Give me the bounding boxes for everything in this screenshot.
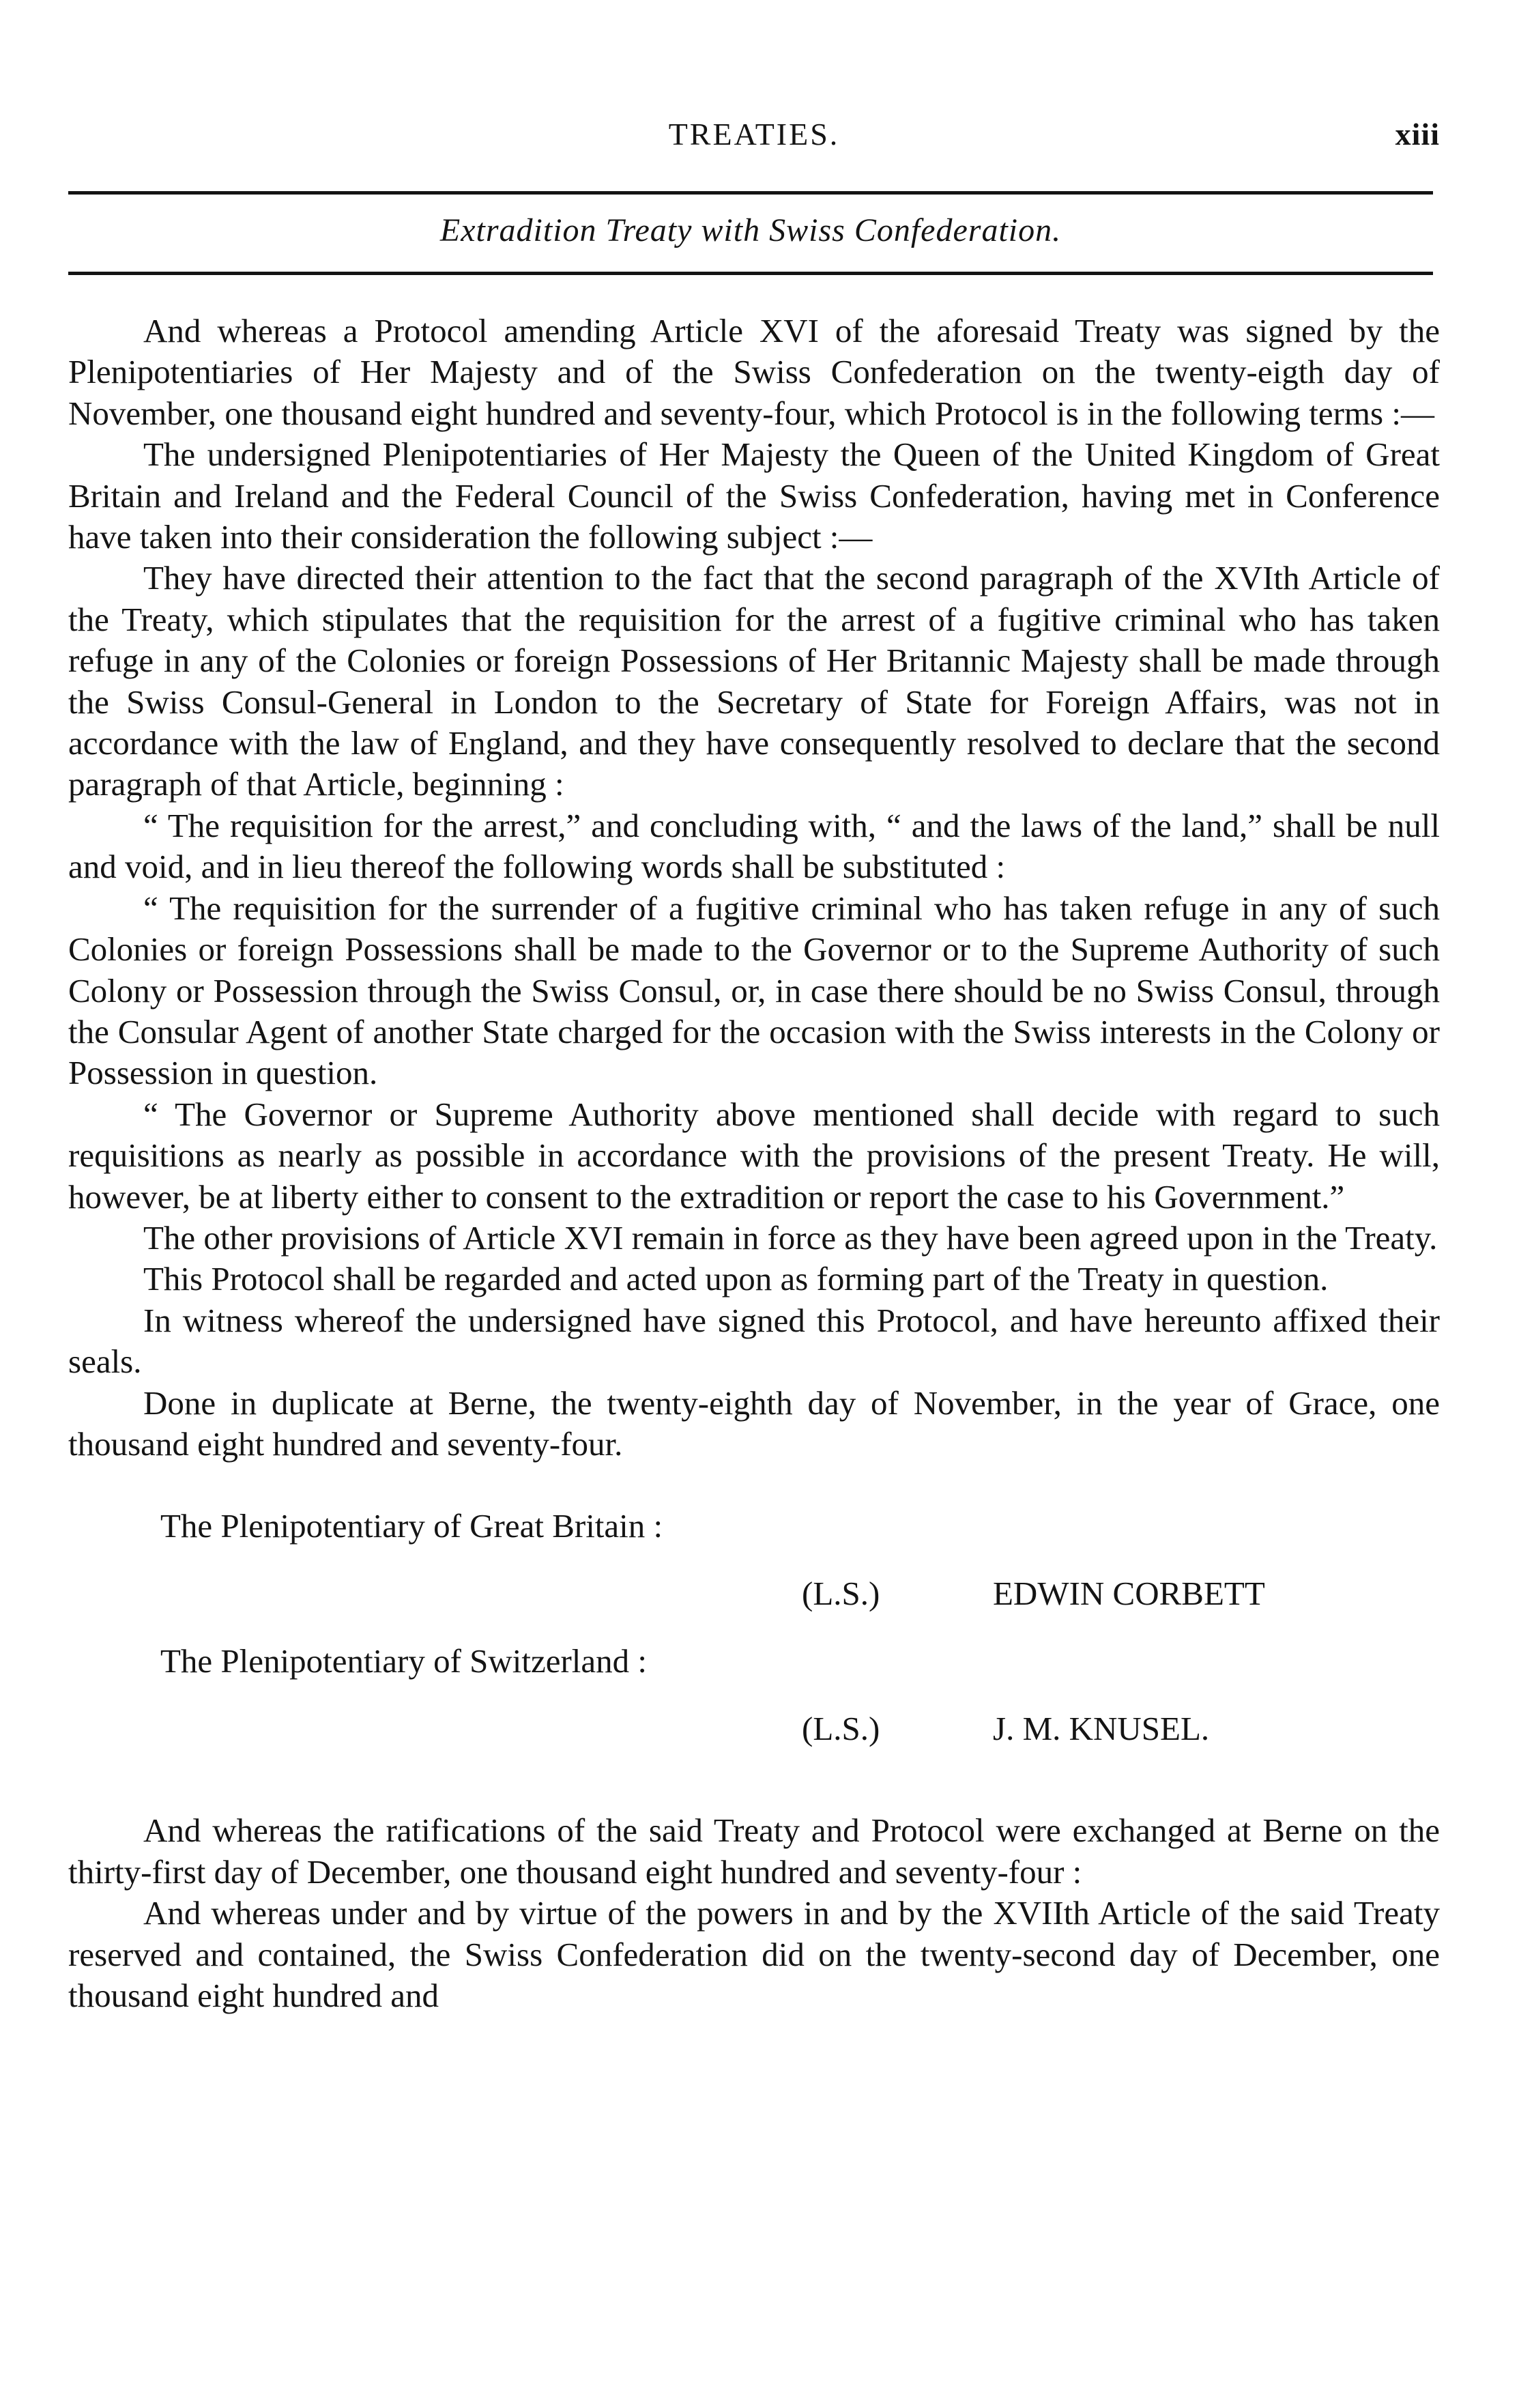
seal-mark-great-britain: (L.S.) [802, 1575, 880, 1613]
paragraph-undersigned: The undersigned Plenipotentiaries of Her Majesty the Queen of the United Kingdom of Great Britain and Ireland and the Federal Council of the Swiss Confederation, having met in Conference have taken into their consideration the following subject :— [68, 435, 1440, 556]
running-head [68, 109, 1440, 164]
paragraph-requisition-surrender: “ The requisition for the surrender of a fugitive criminal who has taken refuge in any of such Colonies or foreign Possessions shall be made to the Governor or to the Supreme Authority of such Colony or Possession through the Swiss Consul, or, in case there should be no Swiss Consul, through the Consular Agent of another State charged for the occasion with the Swiss interests in the Colony or Possession in question. [68, 889, 1440, 1092]
running-title: TREATIES. [668, 117, 840, 152]
signatory-name-switzerland: J. M. KNUSEL. [993, 1710, 1210, 1748]
signature-block-great-britain [68, 1492, 1440, 1560]
paragraph-directed-attention: They have directed their attention to the fact that the second paragraph of the XVIth Article of the Treaty, which stipulates that the requisition for the arrest of a fugitive criminal who has taken refuge in any of the Colonies or foreign Possessions of Her Britannic Majesty shall be made through the Swiss Consul-General in London to the Secretary of State for Foreign Affairs, was not in accordance with the law of England, and they have consequently resolved to declare that the second paragraph of that Article, beginning : [68, 559, 1440, 803]
signature-heading-great-britain: The Plenipotentiary of Great Britain : [160, 1507, 663, 1545]
signature-line-switzerland [68, 1695, 1440, 1762]
signature-heading-switzerland: The Plenipotentiary of Switzerland : [160, 1642, 648, 1680]
section-subtitle: Extradition Treaty with Swiss Confederation. [439, 212, 1062, 248]
page-number: xiii [1395, 117, 1440, 152]
paragraph-done-in-duplicate: Done in duplicate at Berne, the twenty-eighth day of November, in the year of Grace, one thousand eight hundred and seventy-four. [68, 1384, 1440, 1463]
body-text [68, 311, 1440, 2016]
top-rule [68, 191, 1433, 195]
paragraph-powers-article-xvii: And whereas under and by virtue of the powers in and by the XVIIth Article of the said Treaty reserved and contained, the Swiss Confederation did on the twenty-second day of December, one thousand eight hundred and [68, 1894, 1440, 2014]
spacer [68, 1762, 1440, 1810]
paragraph-null-and-void: “ The requisition for the arrest,” and concluding with, “ and the laws of the land,” shall be null and void, and in lieu thereof the following words shall be substituted : [68, 806, 1440, 886]
signature-line-great-britain [68, 1560, 1440, 1627]
seal-mark-switzerland: (L.S.) [802, 1710, 880, 1748]
paragraph-protocol-regarded: This Protocol shall be regarded and acted upon as forming part of the Treaty in question. [143, 1260, 1329, 1298]
paragraph-protocol-intro: And whereas a Protocol amending Article XVI of the aforesaid Treaty was signed by the Plenipotentiaries of Her Majesty and of the Swiss Confederation on the twenty-eigth day of November, one thousand eight hundred and seventy-four, which Protocol is in the following terms :— [68, 312, 1440, 432]
paragraph-ratifications: And whereas the ratifications of the said Treaty and Protocol were exchanged at Berne on the thirty-first day of December, one thousand eight hundred and seventy-four : [68, 1811, 1440, 1891]
signatory-name-great-britain: EDWIN CORBETT [993, 1575, 1265, 1613]
paragraph-witness: In witness whereof the undersigned have signed this Protocol, and have hereunto affixed their seals. [68, 1301, 1440, 1381]
signature-block-switzerland [68, 1627, 1440, 1695]
paragraph-other-provisions: The other provisions of Article XVI remain in force as they have been agreed upon in the Treaty. [143, 1218, 1438, 1257]
paragraph-governor-decide: “ The Governor or Supreme Authority above mentioned shall decide with regard to such requisitions as nearly as possible in accordance with the provisions of the present Treaty. He will, however, be at liberty either to consent to the extradition or report the case to his Government.” [68, 1095, 1440, 1216]
spacer [68, 1465, 1440, 1492]
bottom-rule [68, 272, 1433, 275]
